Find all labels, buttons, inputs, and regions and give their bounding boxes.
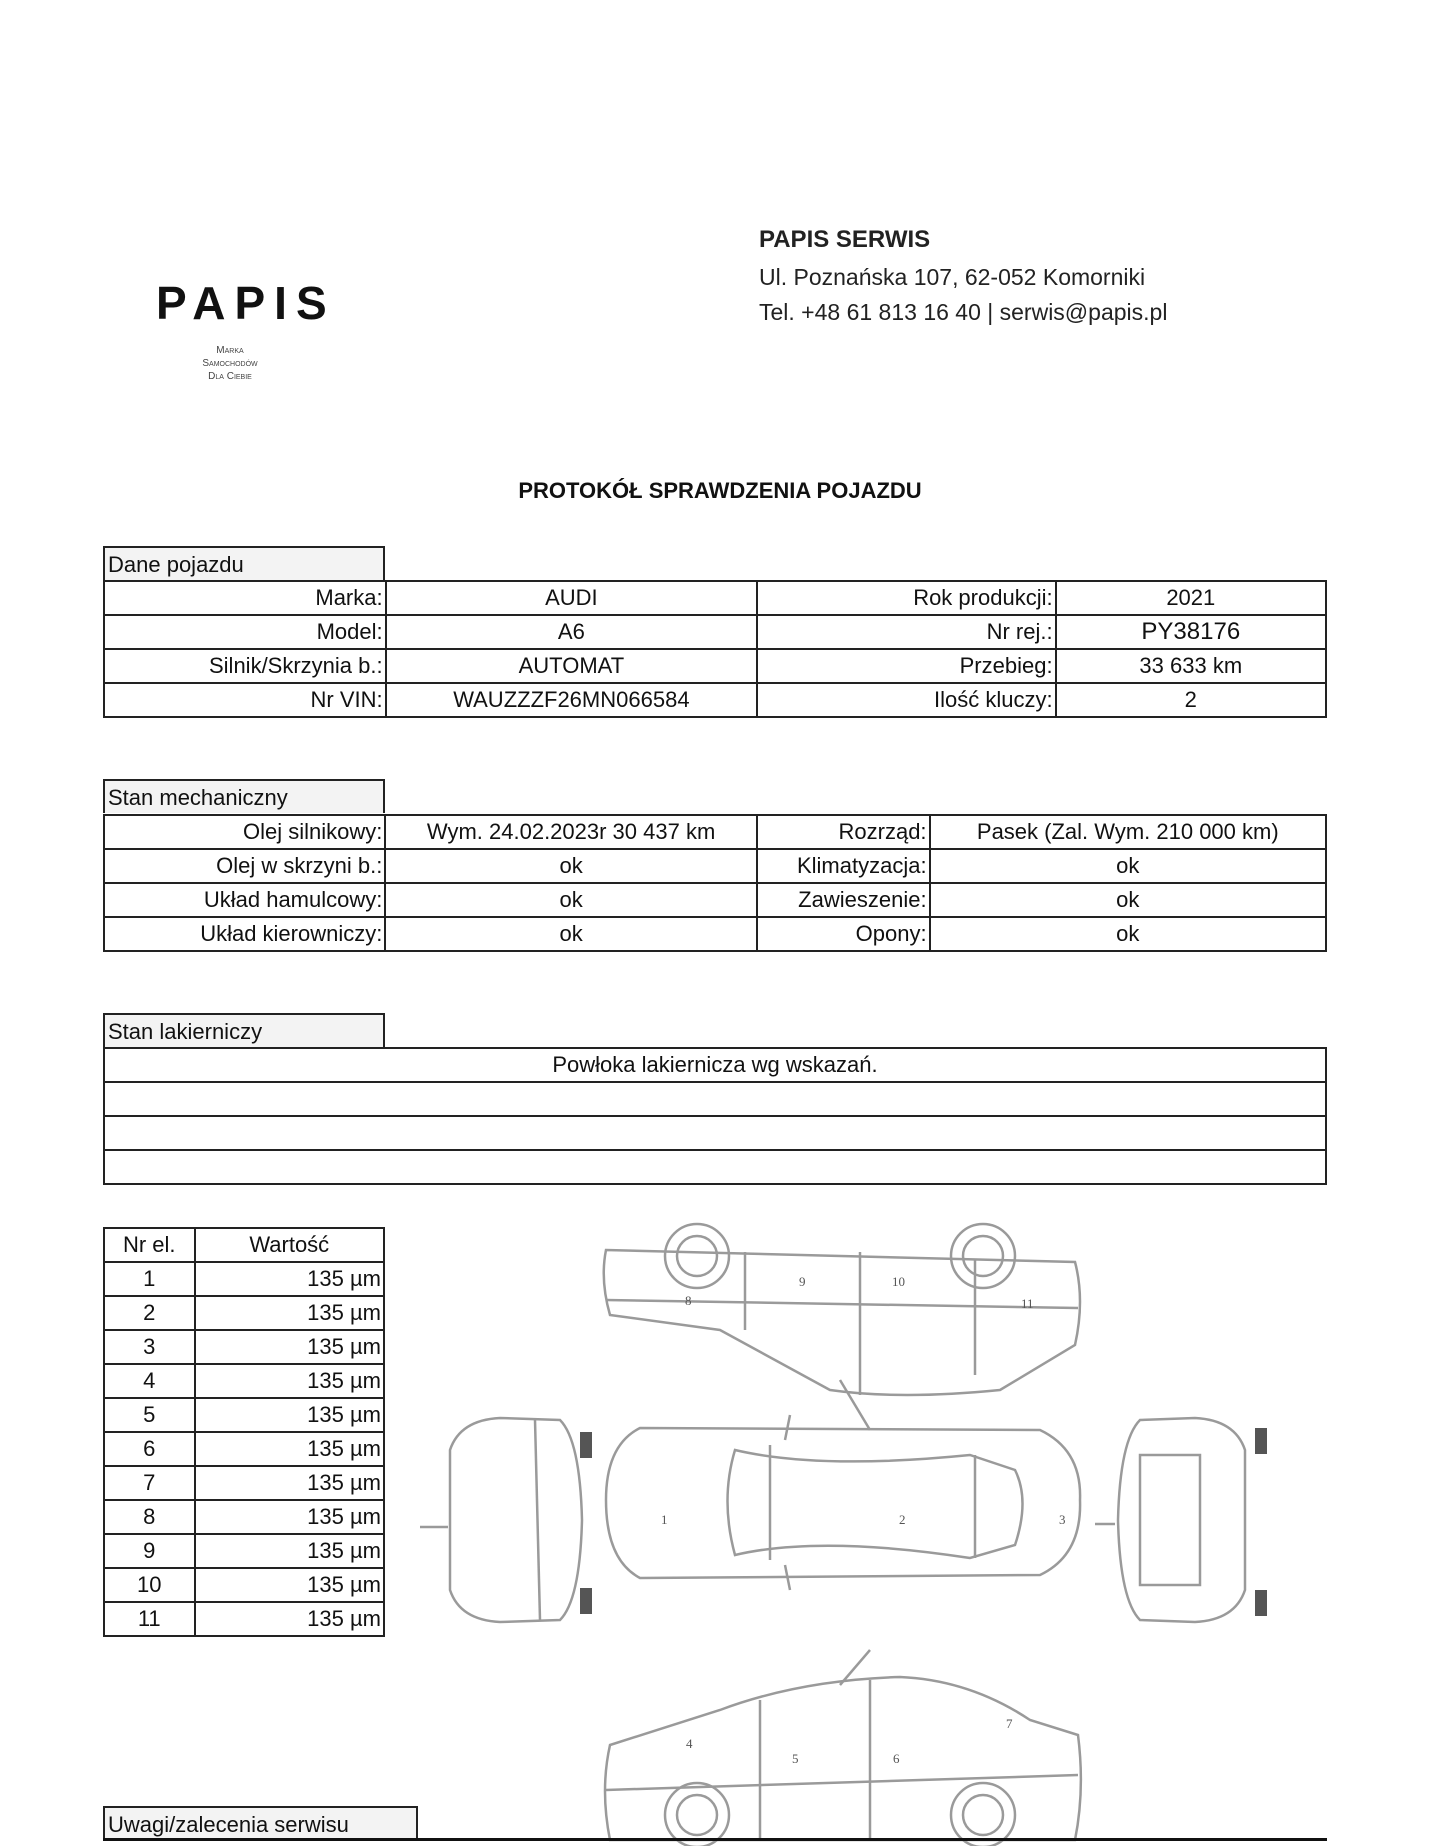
- field-label: Układ hamulcowy:: [104, 883, 385, 917]
- thickness-value: 135 µm: [195, 1568, 384, 1602]
- company-contact: Tel. +48 61 813 16 40 | serwis@papis.pl: [759, 299, 1168, 325]
- field-label: Opony:: [757, 917, 930, 951]
- vehicle-section-heading: Dane pojazdu: [103, 546, 385, 580]
- field-label: Klimatyzacja:: [757, 849, 930, 883]
- field-value: 2021: [1056, 581, 1326, 615]
- field-value: Pasek (Zal. Wym. 210 000 km): [930, 815, 1326, 849]
- element-number: 8: [104, 1500, 195, 1534]
- tagline-line: Dla Ciebie: [208, 371, 252, 382]
- notes-section-heading: Uwagi/zalecenia serwisu: [103, 1806, 418, 1840]
- element-number: 11: [104, 1602, 195, 1636]
- field-label: Model:: [104, 615, 386, 649]
- field-value: ok: [385, 849, 756, 883]
- diagram-element-label: 1: [661, 1512, 668, 1527]
- diagram-element-label: 2: [899, 1512, 906, 1527]
- field-label: Marka:: [104, 581, 386, 615]
- thickness-value: 135 µm: [195, 1602, 384, 1636]
- diagram-element-label: 10: [892, 1274, 905, 1289]
- field-label: Nr rej.:: [757, 615, 1055, 649]
- thickness-value: 135 µm: [195, 1500, 384, 1534]
- mechanical-section-heading: Stan mechaniczny: [103, 779, 385, 813]
- column-header: Wartość: [195, 1228, 384, 1262]
- thickness-value: 135 µm: [195, 1364, 384, 1398]
- element-number: 7: [104, 1466, 195, 1500]
- field-value: AUTOMAT: [386, 649, 758, 683]
- field-label: Olej silnikowy:: [104, 815, 385, 849]
- diagram-element-label: 8: [685, 1293, 692, 1308]
- car-top-view: [606, 1415, 1080, 1590]
- car-side-view-left: [605, 1650, 1081, 1846]
- thickness-value: 135 µm: [195, 1296, 384, 1330]
- thickness-value: 135 µm: [195, 1466, 384, 1500]
- field-value: ok: [930, 849, 1326, 883]
- element-number: 6: [104, 1432, 195, 1466]
- field-value: ok: [385, 883, 756, 917]
- field-value: ok: [930, 917, 1326, 951]
- company-name: PAPIS SERWIS: [759, 226, 931, 253]
- tagline-line: Samochodów: [202, 358, 258, 369]
- diagram-element-label: 4: [686, 1736, 693, 1751]
- field-value: A6: [386, 615, 758, 649]
- document-title: PROTOKÓŁ SPRAWDZENIA POJAZDU: [518, 478, 922, 503]
- diagram-element-label: 9: [799, 1274, 806, 1289]
- element-number: 3: [104, 1330, 195, 1364]
- field-label: Nr VIN:: [104, 683, 386, 717]
- car-rear-view: [1095, 1418, 1267, 1622]
- diagram-element-label: 6: [893, 1751, 900, 1766]
- thickness-value: 135 µm: [195, 1398, 384, 1432]
- element-number: 4: [104, 1364, 195, 1398]
- tagline-line: Marka: [216, 345, 244, 356]
- field-label: Silnik/Skrzynia b.:: [104, 649, 386, 683]
- field-label: Ilość kluczy:: [757, 683, 1055, 717]
- car-side-view-right: [604, 1224, 1080, 1430]
- field-label: Rok produkcji:: [757, 581, 1055, 615]
- element-number: 5: [104, 1398, 195, 1432]
- element-number: 2: [104, 1296, 195, 1330]
- field-value: 33 633 km: [1056, 649, 1326, 683]
- field-label: Przebieg:: [757, 649, 1055, 683]
- diagram-element-label: 3: [1059, 1512, 1066, 1527]
- element-number: 1: [104, 1262, 195, 1296]
- field-label: Rozrząd:: [757, 815, 930, 849]
- thickness-value: 135 µm: [195, 1432, 384, 1466]
- diagram-element-label: 11: [1021, 1296, 1034, 1311]
- company-address: Ul. Poznańska 107, 62-052 Komorniki: [759, 264, 1146, 290]
- notes-divider: [103, 1838, 1327, 1841]
- car-front-view: [420, 1418, 592, 1622]
- field-value: ok: [385, 917, 756, 951]
- field-value: AUDI: [386, 581, 758, 615]
- field-value: 2: [1056, 683, 1326, 717]
- element-number: 9: [104, 1534, 195, 1568]
- paint-note: Powłoka lakiernicza wg wskazań.: [104, 1048, 1326, 1082]
- logo: PAPIS: [156, 277, 336, 329]
- field-label: Olej w skrzyni b.:: [104, 849, 385, 883]
- field-label: Zawieszenie:: [757, 883, 930, 917]
- field-value: WAUZZZF26MN066584: [386, 683, 758, 717]
- thickness-value: 135 µm: [195, 1262, 384, 1296]
- element-number: 10: [104, 1568, 195, 1602]
- field-value: Wym. 24.02.2023r 30 437 km: [385, 815, 756, 849]
- field-label: Układ kierowniczy:: [104, 917, 385, 951]
- thickness-value: 135 µm: [195, 1330, 384, 1364]
- field-value: PY38176: [1056, 615, 1326, 649]
- diagram-element-label: 5: [792, 1751, 799, 1766]
- field-value: ok: [930, 883, 1326, 917]
- column-header: Nr el.: [104, 1228, 195, 1262]
- thickness-value: 135 µm: [195, 1534, 384, 1568]
- diagram-element-label: 7: [1006, 1716, 1013, 1731]
- paint-section-heading: Stan lakierniczy: [103, 1013, 385, 1047]
